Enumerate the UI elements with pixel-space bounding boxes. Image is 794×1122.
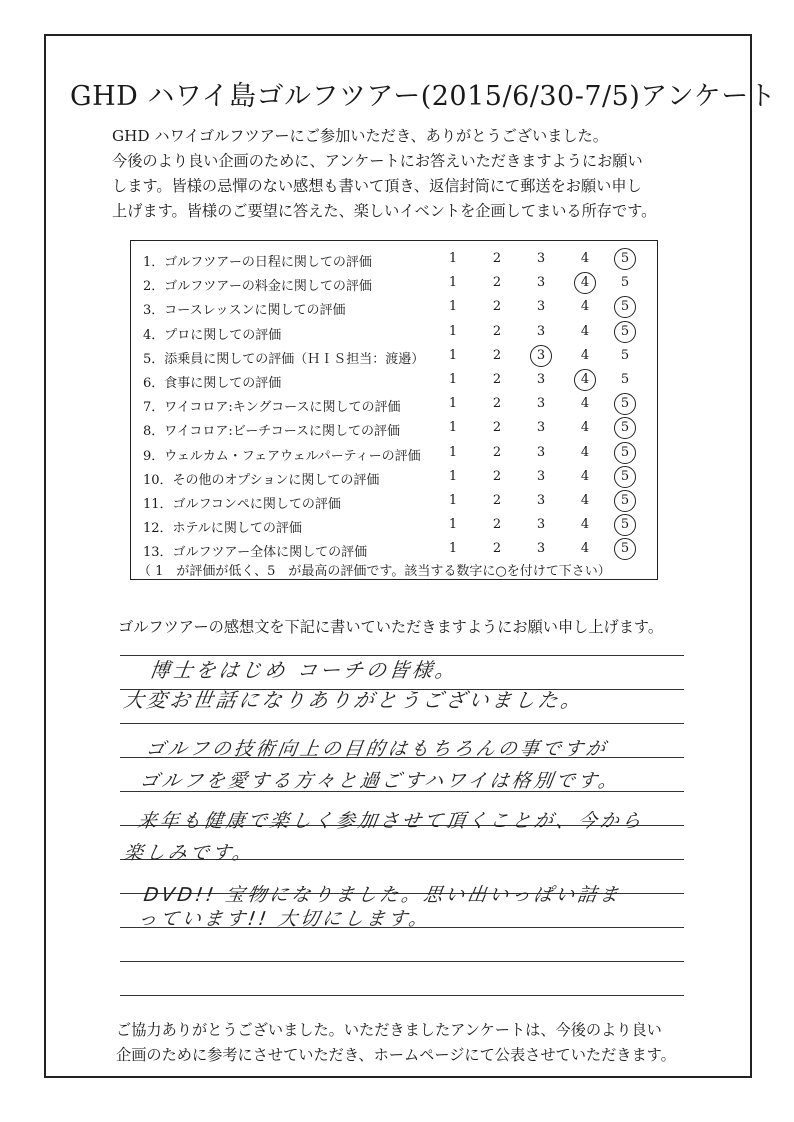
selected-circle	[614, 490, 636, 512]
rating-question: 13．ゴルフツアー全体に関しての評価	[143, 545, 368, 561]
selected-circle	[614, 248, 636, 270]
rating-question: 10．その他のオプションに関しての評価	[143, 472, 380, 488]
rating-option-3[interactable]: 3	[536, 493, 546, 508]
rating-row	[131, 469, 657, 489]
rating-option-1[interactable]: 1	[448, 299, 458, 315]
rating-option-3[interactable]: 3	[536, 275, 546, 291]
selected-circle	[530, 345, 552, 367]
rating-option-3[interactable]: 3	[536, 396, 546, 412]
handwritten-comment: 博士をはじめ コーチの皆様。	[148, 658, 460, 682]
rating-option-5[interactable]: 5	[620, 347, 630, 363]
rating-option-4[interactable]: 4	[580, 347, 590, 363]
rating-row	[131, 420, 657, 440]
closing-text	[116, 1018, 676, 1068]
rating-option-1[interactable]: 1	[448, 275, 458, 291]
rating-option-1[interactable]: 1	[448, 420, 458, 436]
rating-question: 4．プロに関しての評価	[143, 327, 282, 343]
rating-option-2[interactable]: 2	[492, 541, 502, 557]
rating-option-5[interactable]: 5	[620, 251, 630, 266]
selected-circle	[614, 321, 636, 343]
rating-option-3[interactable]: 3	[536, 251, 546, 266]
handwritten-comment: っています!! 大切にします。	[136, 908, 433, 930]
rating-row	[131, 251, 657, 271]
rating-option-5[interactable]: 5	[620, 517, 630, 533]
handwritten-comment: DVD!! 宝物になりました。思い出いっぱい詰ま	[142, 884, 623, 906]
handwritten-comment: 大変お世話になりありがとうございました。	[122, 688, 586, 712]
rating-question: 9．ウェルカム・フェアウェルパーティーの評価	[143, 448, 421, 464]
rating-question: 8．ワイコロア:ビーチコースに関しての評価	[143, 424, 401, 440]
rating-option-2[interactable]: 2	[492, 444, 502, 460]
rating-option-4[interactable]: 4	[580, 444, 590, 460]
rating-option-3[interactable]: 3	[536, 347, 546, 363]
rating-row	[131, 396, 657, 416]
comment-lead: ゴルフツアーの感想文を下記に書いていただきますようにお願い申し上げます。	[118, 618, 664, 636]
rating-option-5[interactable]: 5	[620, 275, 630, 291]
rating-row	[131, 348, 657, 368]
rating-option-1[interactable]: 1	[448, 251, 458, 266]
rating-option-2[interactable]: 2	[492, 493, 502, 508]
rating-option-1[interactable]: 1	[448, 468, 458, 484]
rating-row	[131, 275, 657, 295]
selected-circle	[614, 442, 636, 464]
rating-option-3[interactable]: 3	[536, 517, 546, 533]
rating-option-4[interactable]: 4	[580, 275, 590, 291]
rating-option-1[interactable]: 1	[448, 541, 458, 557]
rating-option-4[interactable]: 4	[580, 420, 590, 436]
rating-option-4[interactable]: 4	[580, 251, 590, 266]
rating-option-4[interactable]: 4	[580, 299, 590, 315]
rating-question: 6．食事に関しての評価	[143, 376, 282, 391]
rating-option-1[interactable]: 1	[448, 396, 458, 412]
rating-option-2[interactable]: 2	[492, 299, 502, 315]
rating-option-4[interactable]: 4	[580, 372, 590, 387]
rating-option-4[interactable]: 4	[580, 396, 590, 412]
rating-option-5[interactable]: 5	[620, 444, 630, 460]
rating-option-3[interactable]: 3	[536, 468, 546, 484]
intro-line: 上げます。皆様のご要望に答えた、楽しいイベントを企画してまいる所存です。	[112, 202, 657, 220]
handwritten-comment: 来年も健康で楽しく参加させて頂くことが、今から	[136, 810, 646, 832]
selected-circle	[614, 296, 636, 318]
rating-option-4[interactable]: 4	[580, 323, 590, 339]
ruled-line	[120, 961, 684, 962]
rating-option-5[interactable]: 5	[620, 372, 630, 387]
rating-option-2[interactable]: 2	[492, 396, 502, 412]
rating-option-1[interactable]: 1	[448, 517, 458, 533]
ruled-line	[120, 723, 684, 724]
selected-circle	[614, 514, 636, 536]
rating-option-5[interactable]: 5	[620, 493, 630, 508]
intro-text	[112, 124, 722, 224]
rating-option-2[interactable]: 2	[492, 468, 502, 484]
rating-option-1[interactable]: 1	[448, 444, 458, 460]
closing-line: ご協力ありがとうございました。いただきましたアンケートは、今後のより良い	[116, 1021, 662, 1039]
rating-option-2[interactable]: 2	[492, 517, 502, 533]
rating-option-2[interactable]: 2	[492, 347, 502, 363]
rating-option-5[interactable]: 5	[620, 420, 630, 436]
rating-row	[131, 541, 657, 561]
selected-circle	[614, 538, 636, 560]
rating-option-1[interactable]: 1	[448, 347, 458, 363]
rating-question: 5．添乗員に関しての評価（ＨＩＳ担当：渡邉）	[143, 351, 425, 367]
rating-option-3[interactable]: 3	[536, 444, 546, 460]
rating-question: 2．ゴルフツアーの料金に関しての評価	[143, 279, 372, 295]
rating-option-2[interactable]: 2	[492, 372, 502, 387]
rating-question: 7．ワイコロア:キングコースに関しての評価	[143, 400, 401, 416]
handwritten-comment: ゴルフの技術向上の目的はもちろんの事ですが	[144, 738, 610, 760]
rating-row	[131, 445, 657, 465]
rating-option-4[interactable]: 4	[580, 493, 590, 508]
rating-option-3[interactable]: 3	[536, 323, 546, 339]
rating-option-2[interactable]: 2	[492, 251, 502, 266]
selected-circle	[574, 369, 596, 391]
rating-option-1[interactable]: 1	[448, 323, 458, 339]
selected-circle	[574, 272, 596, 294]
rating-row	[131, 372, 657, 392]
rating-question: 3．コースレッスンに関しての評価	[143, 303, 346, 319]
rating-option-2[interactable]: 2	[492, 420, 502, 436]
rating-option-3[interactable]: 3	[536, 420, 546, 436]
rating-question: 1．ゴルフツアーの日程に関しての評価	[143, 255, 372, 270]
selected-circle	[614, 393, 636, 415]
rating-option-5[interactable]: 5	[620, 396, 630, 412]
handwritten-comment: ゴルフを愛する方々と過ごすハワイは格別です。	[138, 770, 622, 792]
selected-circle	[614, 466, 636, 488]
rating-option-2[interactable]: 2	[492, 323, 502, 339]
rating-option-5[interactable]: 5	[620, 299, 630, 315]
intro-line: します。皆様の忌憚のない感想も書いて頂き、返信封筒にて郵送をお願い申し	[112, 177, 642, 195]
selected-circle	[614, 417, 636, 439]
rating-row	[131, 299, 657, 319]
rating-option-1[interactable]: 1	[448, 493, 458, 508]
rating-question: 12．ホテルに関しての評価	[143, 521, 302, 537]
rating-option-4[interactable]: 4	[580, 468, 590, 484]
handwritten-comment: 楽しみです。	[122, 842, 256, 864]
closing-line: 企画のために参考にさせていただき、ホームページにて公表させていただきます。	[116, 1046, 676, 1064]
ruled-line	[120, 995, 684, 996]
rating-option-1[interactable]: 1	[448, 372, 458, 387]
rating-question: 11．ゴルフコンペに関しての評価	[143, 497, 341, 512]
rating-table	[130, 240, 658, 580]
rating-option-5[interactable]: 5	[620, 323, 630, 339]
rating-row	[131, 324, 657, 344]
rating-option-4[interactable]: 4	[580, 517, 590, 533]
rating-option-3[interactable]: 3	[536, 541, 546, 557]
rating-option-5[interactable]: 5	[620, 541, 630, 557]
rating-row	[131, 517, 657, 537]
rating-option-4[interactable]: 4	[580, 541, 590, 557]
rating-option-3[interactable]: 3	[536, 372, 546, 387]
rating-option-5[interactable]: 5	[620, 468, 630, 484]
intro-line: 今後のより良い企画のために、アンケートにお答えいただきますようにお願い	[112, 152, 643, 170]
rating-note: （ 1 が評価が低く、5 が最高の評価です。該当する数字に○を付けて下さい）	[138, 564, 611, 579]
rating-row	[131, 493, 657, 513]
rating-option-3[interactable]: 3	[536, 299, 546, 315]
intro-line: GHD ハワイゴルフツアーにご参加いただき、ありがとうございました。	[112, 127, 608, 145]
rating-option-2[interactable]: 2	[492, 275, 502, 291]
page-title: GHD ハワイ島ゴルフツアー(2015/6/30-7/5)アンケート	[70, 81, 777, 112]
